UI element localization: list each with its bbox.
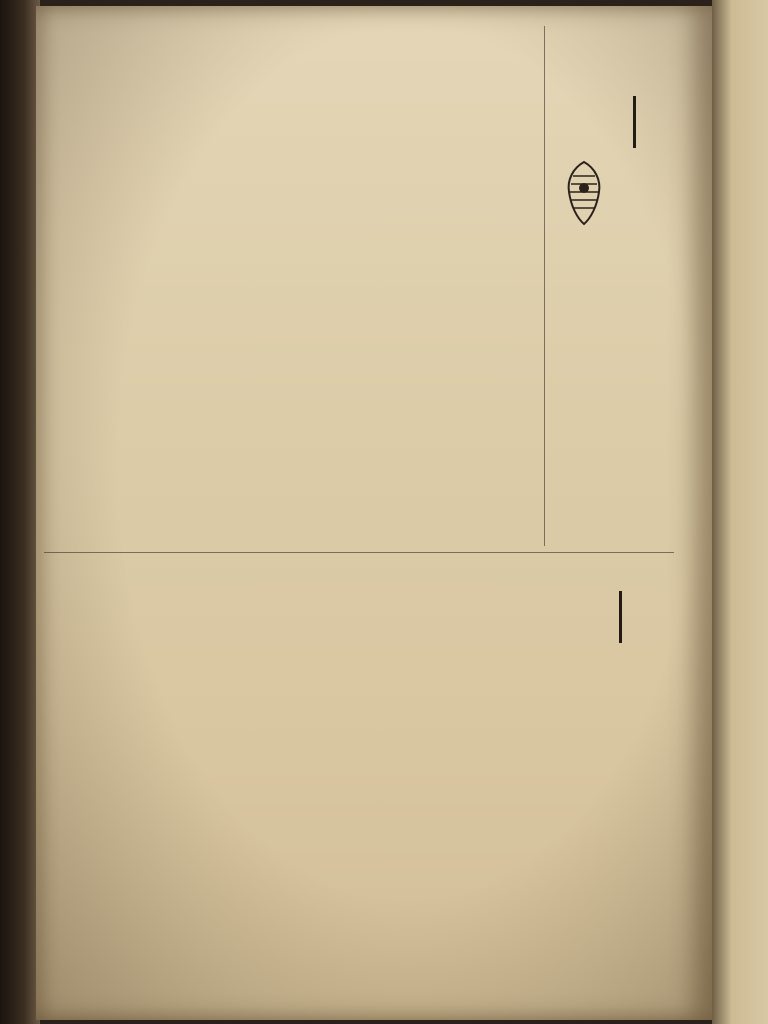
body-text-bottom-block [42, 566, 682, 991]
section-divider [44, 552, 674, 553]
article-title [624, 68, 712, 688]
book-gutter-left [0, 0, 40, 1024]
facing-page-edge [712, 0, 768, 1024]
winged-emblem-icon [561, 158, 607, 228]
body-text-top-block [46, 14, 546, 544]
title-rule-bottom [619, 591, 622, 643]
body-text-upper-right-block [506, 246, 566, 546]
section-divider [544, 26, 545, 546]
magazine-page [36, 6, 712, 1020]
